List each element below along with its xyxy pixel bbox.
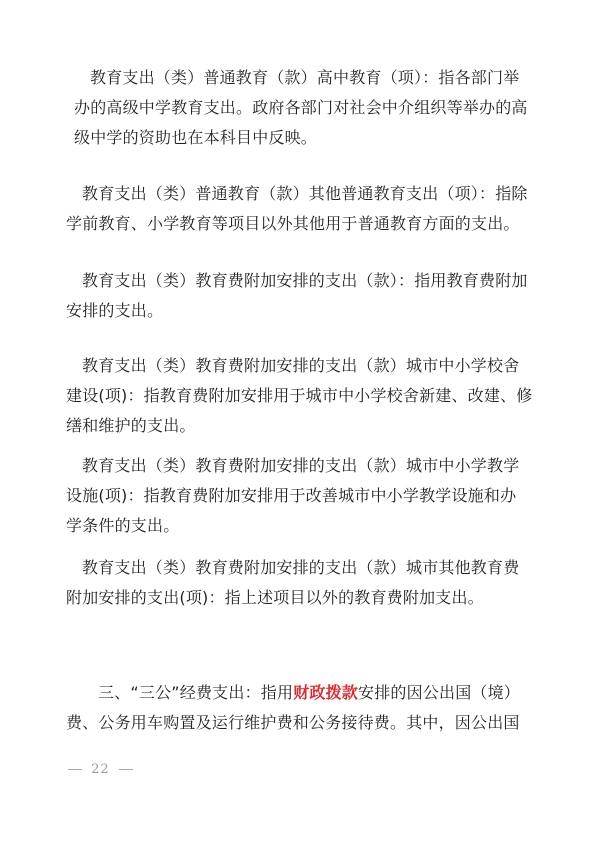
paragraph-line: 教育支出（类）普通教育（款）高中教育（项）：指各部门举	[90, 68, 520, 87]
paragraph-line: 教育支出（类）教育费附加安排的支出（款）城市中小学校舍	[82, 356, 520, 375]
paragraph-line: 设施(项)：指教育费附加安排用于改善城市中小学教学设施和办	[66, 486, 517, 505]
paragraph-other-general-education	[66, 179, 528, 239]
paragraph-urban-teaching-facilities	[66, 451, 522, 541]
paragraph-education-surcharge	[66, 266, 528, 326]
paragraph-line: 办的高级中学教育支出。政府各部门对社会中介组织等举办的高	[74, 98, 528, 117]
paragraph-line: 教育支出（类）教育费附加安排的支出（款）城市其他教育费	[82, 558, 520, 577]
paragraph-urban-school-buildings	[66, 351, 533, 441]
footer-dash-right	[119, 769, 133, 770]
section-three-text-before: 三、“三公”经费支出：指用	[98, 683, 294, 702]
paragraph-senior-high-education	[74, 63, 528, 153]
paragraph-urban-other-surcharge	[66, 553, 522, 613]
paragraph-line: 教育支出（类）教育费附加安排的支出（款）：指用教育费附加	[82, 271, 528, 290]
footer-dash-left	[68, 769, 82, 770]
paragraph-line: 教育支出（类）普通教育（款）其他普通教育支出（项）：指除	[82, 184, 528, 203]
paragraph-line: 附加安排的支出(项)：指上述项目以外的教育费附加支出。	[66, 588, 484, 607]
page-footer	[64, 762, 137, 777]
paragraph-line: 安排的支出。	[66, 301, 164, 320]
paragraph-line: 费、公务用车购置及运行维护费和公务接待费。其中，因公出国	[66, 713, 520, 732]
paragraph-line: 学前教育、小学教育等项目以外其他用于普通教育方面的支出。	[66, 214, 520, 233]
section-three-official-expenses	[66, 678, 538, 738]
paragraph-line: 学条件的支出。	[66, 516, 180, 535]
fiscal-appropriation-highlight: 财政拨款	[293, 683, 358, 702]
paragraph-line: 级中学的资助也在本科目中反映。	[74, 128, 318, 147]
section-three-text-after: 安排的因公出国（境）	[358, 683, 521, 702]
paragraph-line: 建设(项)：指教育费附加安排用于城市中小学校舍新建、改建、修	[66, 386, 533, 405]
page-number: 22	[91, 762, 110, 777]
paragraph-line: 教育支出（类）教育费附加安排的支出（款）城市中小学教学	[82, 456, 520, 475]
paragraph-line: 缮和维护的支出。	[66, 416, 196, 435]
